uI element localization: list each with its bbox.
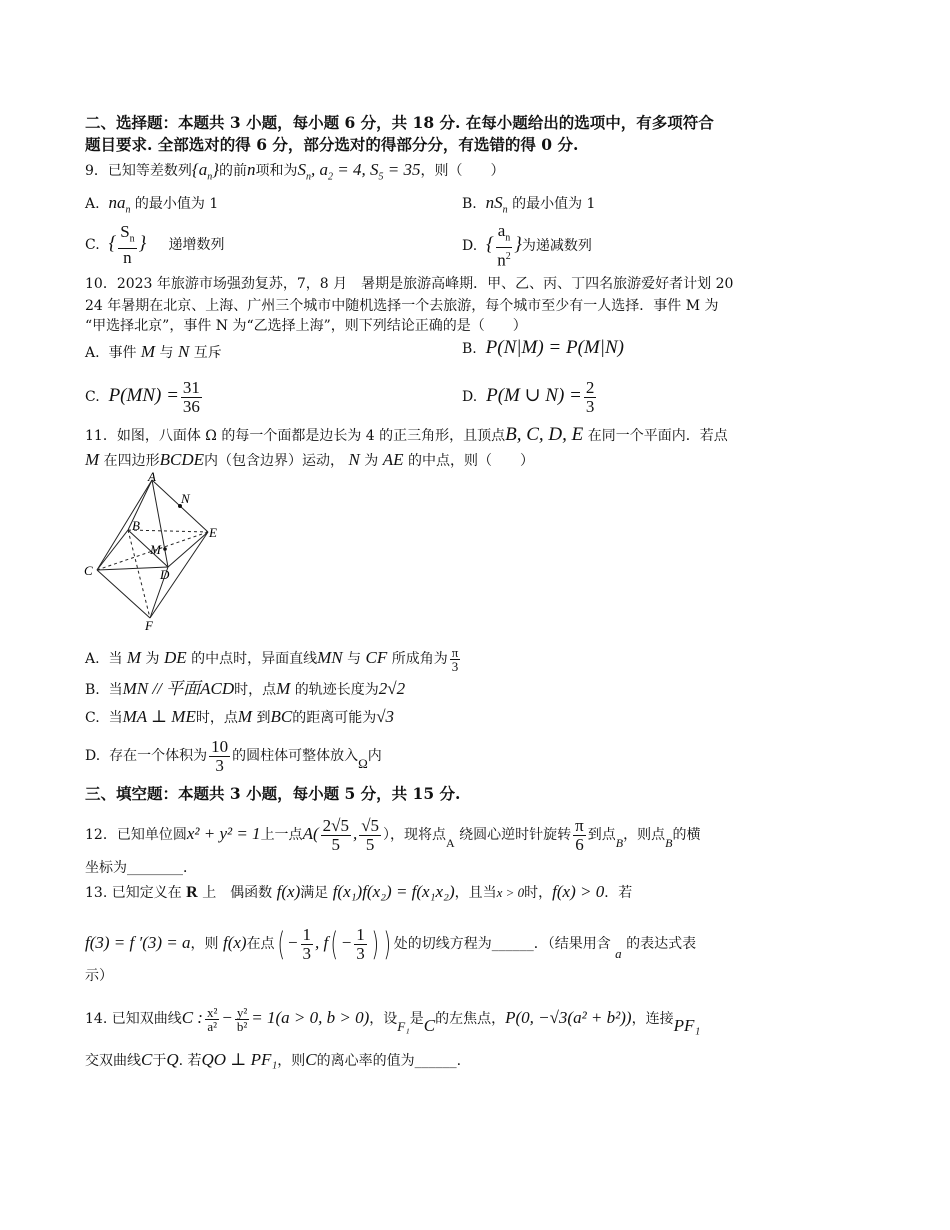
q9-stem: 9．已知等差数列$\{a_n\}$的前n项和为$S_n$, $a_2 = 4$, $S_5 = 35$，则（ ）	[85, 160, 505, 183]
q13-line1: 13. 已知定义在 R 上 偶函数 f(x)满足 f(x₁)f(x₂) = f(x₁x₂)，且当x > 0时，f(x) > 0．若	[85, 882, 633, 901]
q11-option-d: D. 存在一个体积为 $\frac{10}{3}$ 的圆柱体可整体放入Ω内	[85, 736, 382, 775]
label-d: D	[160, 567, 170, 582]
q14-line2: 交双曲线C于Q. 若QO ⊥ PF₁，则C的离心率的值为______.	[85, 1050, 462, 1069]
q11-option-b: B. 当MN // 平面ACD时，点M 的轨迹长度为2√2	[85, 679, 406, 698]
q10-option-d: D. P(M ∪ N) = $\frac{2}{3}$	[462, 377, 595, 416]
edge-cd	[97, 567, 168, 570]
q11-option-a: A. 当 M 为 DE 的中点时，异面直线MN 与 CF 所成角为 $\frac{\pi}{3}$	[85, 644, 459, 674]
label-b: B	[132, 518, 140, 533]
edge-be-hidden	[128, 530, 208, 532]
q9-option-c: C. { $\frac{S_n}{n}$ } 递增数列	[85, 221, 225, 268]
section2-heading-line1: 二、选择题：本题共 3 小题，每小题 6 分，共 18 分. 在每小题给出的选项中，有多项符合	[85, 113, 714, 132]
label-n: N	[181, 491, 190, 506]
q10-option-a: A. 事件 M 与 N 互斥	[85, 342, 222, 361]
label-a: A	[148, 470, 156, 484]
edge-bc	[97, 530, 128, 570]
q10-option-b: B. P(N|M) = P(M|N)	[462, 337, 624, 358]
q9-option-a: A. $na_n$ 的最小值为 1	[85, 193, 219, 216]
point-m	[163, 547, 167, 551]
q11-option-c: C. 当MA ⊥ ME时，点M 到BC的距离可能为√3	[85, 707, 395, 726]
section2-heading-line2: 题目要求. 全部选对的得 6 分，部分选对的得部分分，有选错的得 0 分.	[85, 135, 579, 154]
label-e: E	[209, 525, 217, 540]
octahedron-figure	[80, 470, 240, 635]
q9-option-b: B. $nS_n$ 的最小值为 1	[462, 193, 596, 216]
q12-line2: 坐标为________．	[85, 860, 197, 876]
q12-line1: 12．已知单位圆x² + y² = 1上一点A( $\frac{2√5}{5}$ , $\frac{√5}{5}$ ），现将点A 绕圆心逆时针旋转 $\frac{\pi}{6}$ 到点B，则点B的横	[85, 815, 701, 854]
q11-line1: 11．如图，八面体 Ω 的每一个面都是边长为 4 的正三角形，且顶点B, C, D, E 在同一个平面内．若点	[85, 424, 728, 445]
q14-line1: 14. 已知双曲线C : $\frac{\text{x²}}{\text{a²}}$ − $\frac{\text{y²}}{\text{b²}}$ = 1(a > 0, b > 0)，设F₁是C的左焦点，P(0, −√3(a² + b²))，连接PF₁	[85, 1004, 701, 1035]
q13-line3: 示）	[85, 968, 113, 984]
edge-ac	[97, 480, 152, 570]
q13-line2: f(3) = f ′(3) = a，则 f(x)在点( − $\frac{1}{3}$ , f( − $\frac{1}{3}$ ) ) 处的切线方程为______．（结果用含 a 的表达式表	[85, 924, 697, 963]
q10-line2: 24 年暑期在北京、上海、广州三个城市中随机选择一个去旅游，每个城市至少有一人选择．事件 M 为	[85, 298, 719, 314]
edge-cf	[97, 570, 150, 618]
label-m: M	[150, 542, 161, 557]
label-c: C	[84, 563, 93, 578]
q10-line3: “甲选择北京”，事件 N 为“乙选择上海”，则下列结论正确的是（ ）	[85, 318, 527, 334]
q9-option-d: D. { $\frac{a_n}{n^2}$ }为递减数列	[462, 221, 592, 271]
label-f: F	[145, 618, 153, 633]
q11-line2: M 在四边形BCDE内（包含边界）运动， N 为 AE 的中点，则（ ）	[85, 450, 534, 469]
edge-bf-hidden	[128, 530, 150, 618]
q10-option-c: C. P(MN) = $\frac{31}{36}$	[85, 377, 200, 416]
q10-line1: 10．2023 年旅游市场强劲复苏，7，8 月 暑期是旅游高峰期．甲、乙、丙、丁四名旅游爱好者计划 20	[85, 276, 734, 292]
section3-heading: 三、填空题：本题共 3 小题，每小题 5 分，共 15 分.	[85, 784, 461, 803]
